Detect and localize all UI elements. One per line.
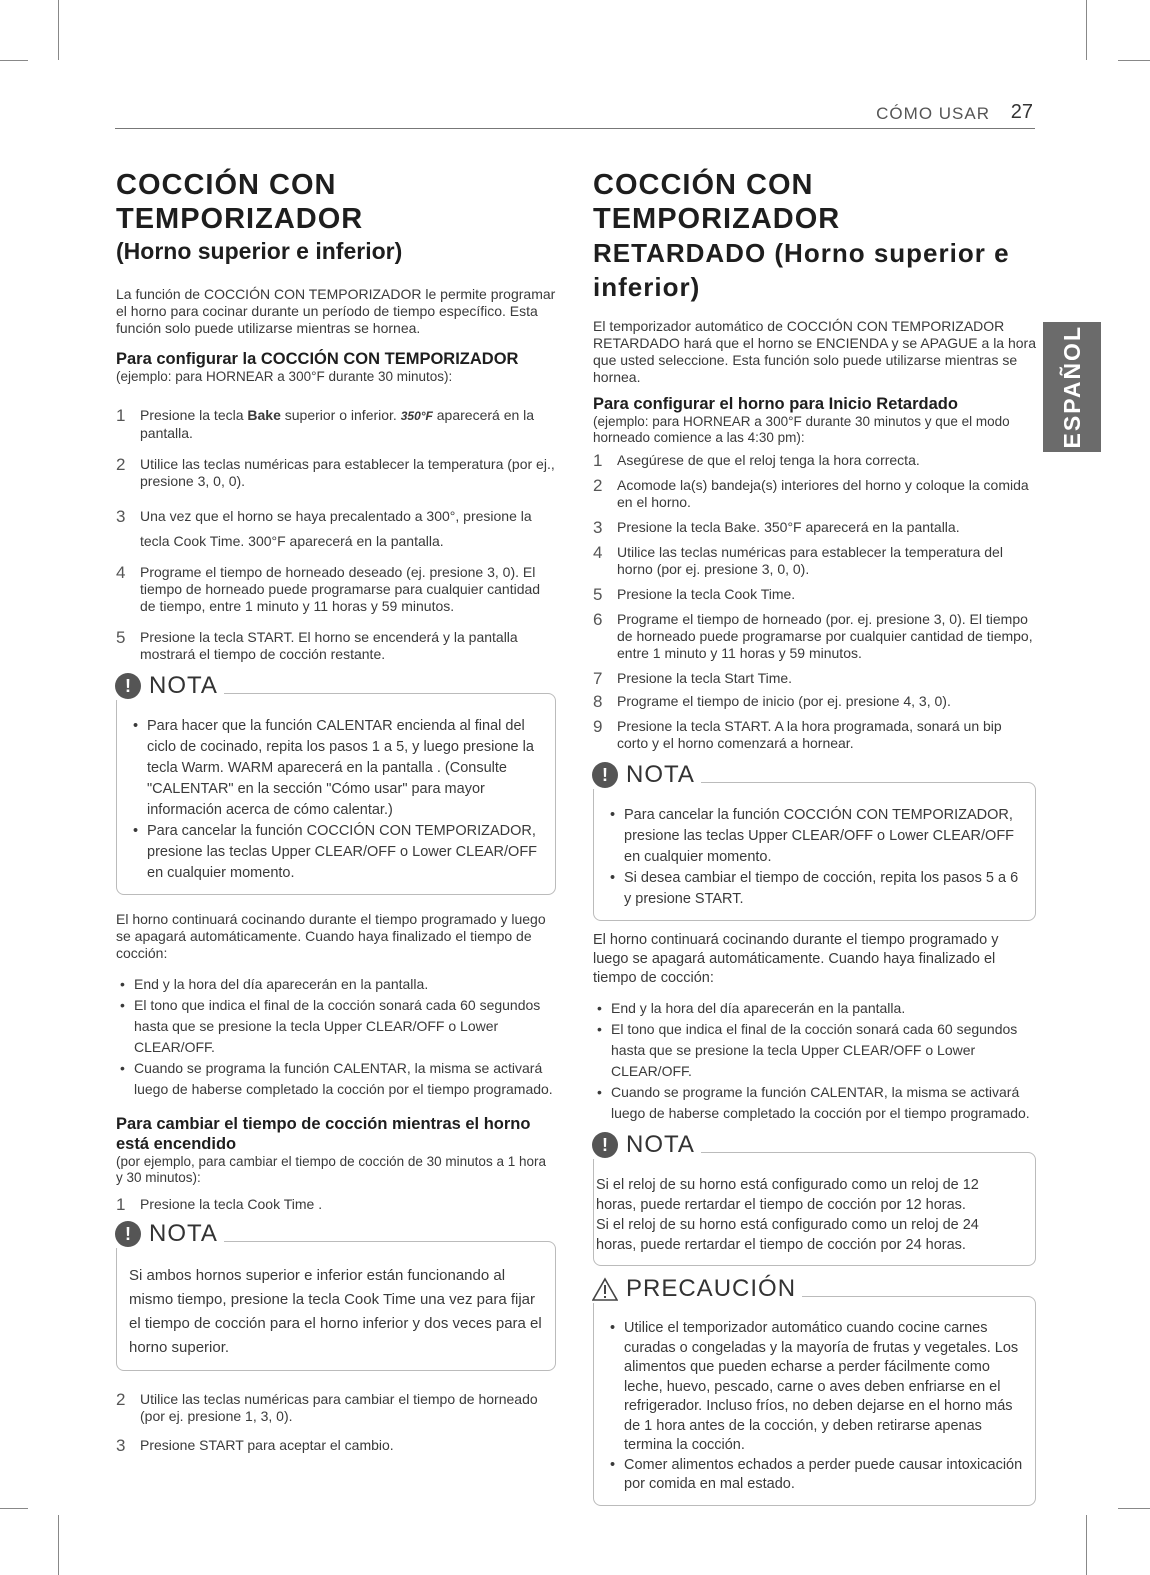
step-number: 3	[116, 507, 126, 526]
step-number: 3	[593, 518, 603, 537]
nota-text: Si el reloj de su horno está configurado como un reloj de 12 horas, puede rertardar el tiempo de cocción por 12 horas.	[596, 1177, 979, 1213]
nota-title: NOTA	[626, 761, 695, 788]
step-number: 1	[593, 451, 603, 470]
right-step	[593, 519, 1036, 536]
right-bullet: • End y la hora del día aparecerán en la pantalla.	[593, 998, 1036, 1019]
left-nota-box-1	[116, 672, 556, 895]
right-step	[593, 611, 1036, 662]
step-number: 6	[593, 610, 603, 629]
nota-title: NOTA	[149, 1220, 218, 1247]
nota-text: Si ambos hornos superior e inferior están funcionando al mismo tiempo, presione la tecla Cook Time una vez para fijar el tiempo de cocción para el horno inferior y dos veces para el horno superior.	[129, 1267, 542, 1356]
step-number: 2	[116, 455, 126, 474]
language-tab-label: ESPAÑOL	[1058, 325, 1085, 449]
precaution-box	[593, 1275, 1036, 1506]
right-title-2: RETARDADO (Horno superior e	[593, 238, 1010, 268]
left-after-text: El horno continuará cocinando durante el tiempo programado y luego se apagará automáticamente. Cuando haya finalizado el tiempo de cocción:	[116, 911, 546, 961]
precaution-item: • Utilice el temporizador automático cuando cocine carnes curadas o congeladas y la mayoría de frutas y vegetales. Los alimentos que pueden echarse a perder fácilmente como leche, huevo, pescado, carne o aves deben enfriarse en el refrigerador. Incluso fríos, no deben dejarse en el horno más de 1 hora antes de la cocción, y deben retirarse apenas termina la cocción.	[606, 1319, 1023, 1456]
step-text: Programe el tiempo de horneado deseado (ej. presione 3, 0). El tiempo de horneado puede programarse para cualquier cantidad de tiempo, entre 1 minuto y 11 horas y 59 minutos.	[140, 564, 541, 614]
warning-icon	[592, 1277, 618, 1301]
nota-item: • Para cancelar la función COCCIÓN CON TEMPORIZADOR, presione las teclas Upper CLEAR/OFF o Lower CLEAR/OFF en cualquier momento.	[606, 805, 1023, 868]
right-nota-box-1	[593, 761, 1036, 921]
step-text: Presione la tecla START. A la hora programada, sonará un bip corto y el horno comenzará a hornear.	[617, 718, 1002, 751]
left-sub2: Para cambiar el tiempo de cocción mientras el horno está encendido	[116, 1115, 531, 1153]
left-nota-box-2	[116, 1220, 556, 1371]
crop-mark	[1118, 60, 1150, 61]
left-change-step-2	[116, 1391, 556, 1425]
nota-text: Si el reloj de su horno está configurado como un reloj de 24 horas, puede rertardar el tiempo de cocción por 24 horas.	[596, 1217, 979, 1253]
left-intro: La función de COCCIÓN CON TEMPORIZADOR le permite programar el horno para cocinar durante un período de tiempo específico. Esta función solo puede utilizarse mientras se hornea.	[116, 286, 556, 336]
right-column	[593, 168, 1036, 1506]
nota-title: NOTA	[626, 1131, 695, 1158]
right-step	[593, 477, 1036, 511]
step-text: Presione la tecla Start Time.	[617, 670, 793, 686]
step-text: Presione START para aceptar el cambio.	[140, 1437, 394, 1453]
step-number: 3	[116, 1436, 126, 1455]
left-column	[116, 168, 556, 1454]
step-text: Utilice las teclas numéricas para cambiar el tiempo de horneado (por ej. presione 1, 3, 0).	[140, 1391, 538, 1424]
left-step-5	[116, 629, 556, 663]
right-step	[593, 544, 1036, 578]
step-text: Presione la tecla Cook Time .	[140, 1196, 323, 1212]
left-step-1	[116, 407, 556, 442]
left-example1: (ejemplo: para HORNEAR a 300°F durante 30 minutos):	[116, 369, 453, 384]
step-text: Una vez que el horno se haya precalentado a 300°, presione la tecla Cook Time. 300°F aparecerá en la pantalla.	[140, 508, 532, 549]
left-bullet: • Cuando se programa la función CALENTAR, la misma se activará luego de haberse completado la cocción por el tiempo programado.	[116, 1058, 556, 1100]
left-step-3	[116, 504, 556, 554]
crop-mark	[0, 1508, 28, 1509]
step-number: 4	[116, 563, 126, 582]
step-text: Acomode la(s) bandeja(s) interiores del horno y coloque la comida en el horno.	[617, 477, 1029, 510]
step-number: 9	[593, 717, 603, 736]
step-text: Utilice las teclas numéricas para establecer la temperatura del horno (por ej. presione 3, 0, 0).	[617, 544, 1003, 577]
right-step	[593, 670, 1036, 687]
right-title: COCCIÓN CON TEMPORIZADOR	[593, 169, 841, 235]
step-text: Presione la tecla START. El horno se encenderá y la pantalla mostrará el tiempo de cocción restante.	[140, 629, 518, 662]
left-example2: (por ejemplo, para cambiar el tiempo de cocción de 30 minutos a 1 hora y 30 minutos):	[116, 1154, 546, 1185]
right-title-3: inferior)	[593, 272, 701, 302]
step-number: 7	[593, 669, 603, 688]
left-bullet: • End y la hora del día aparecerán en la pantalla.	[116, 974, 556, 995]
right-after-text: El horno continuará cocinando durante el tiempo programado y luego se apagará automáticamente. Cuando haya finalizado el tiempo de cocción:	[593, 932, 999, 986]
step-number: 5	[116, 628, 126, 647]
crop-mark	[58, 1515, 59, 1575]
step-number: 4	[593, 543, 603, 562]
right-sub1: Para configurar el horno para Inicio Retardado	[593, 395, 958, 413]
precaution-item: • Comer alimentos echados a perder puede causar intoxicación por comida en mal estado.	[606, 1456, 1023, 1495]
left-subtitle: (Horno superior e inferior)	[116, 238, 403, 264]
bake-key: Bake	[247, 407, 281, 423]
page-number: 27	[1010, 101, 1033, 123]
right-step	[593, 718, 1036, 752]
section-title: CÓMO USAR	[876, 104, 990, 123]
nota-title: NOTA	[149, 672, 218, 699]
step-text: superior o inferior.	[280, 407, 401, 423]
right-bullet: • Cuando se programe la función CALENTAR, la misma se activará luego de haberse completado la cocción por el tiempo programado.	[593, 1082, 1036, 1124]
right-example1: (ejemplo: para HORNEAR a 300°F durante 30 minutos y que el modo horneado comience a las 4:30 pm):	[593, 414, 1010, 445]
nota-item: • Si desea cambiar el tiempo de cocción, repita los pasos 5 a 6 y presione START.	[606, 868, 1023, 910]
crop-mark	[0, 60, 28, 61]
step-text: Presione la tecla Cook Time.	[617, 586, 796, 602]
crop-mark	[1086, 0, 1087, 60]
nota-item: • Para hacer que la función CALENTAR encienda al final del ciclo de cocinado, repita los pasos 1 a 5, y luego presione la tecla Warm. WARM aparecerá en la pantalla . (Consulte "CALENTAR" en la sección "Cómo usar" para mayor información acerca de cómo calentar.)	[129, 716, 543, 821]
display-readout: 350°F	[400, 409, 433, 423]
page-header	[115, 100, 1035, 129]
step-text: Presione la tecla Bake. 350°F aparecerá en la pantalla.	[617, 519, 960, 535]
step-text: Asegúrese de que el reloj tenga la hora correcta.	[617, 452, 920, 468]
crop-mark	[1118, 1508, 1150, 1509]
left-step-2	[116, 456, 556, 490]
crop-mark	[1086, 1515, 1087, 1575]
right-step	[593, 693, 1036, 710]
left-title: COCCIÓN CON TEMPORIZADOR	[116, 169, 364, 235]
step-text: Programe el tiempo de horneado (por. ej. presione 3, 0). El tiempo de horneado puede programarse por cualquier cantidad de tiempo, entre 1 minuto y 11 horas y 59 minutos.	[617, 611, 1033, 661]
left-bullet: • El tono que indica el final de la cocción sonará cada 60 segundos hasta que se presione la tecla Upper CLEAR/OFF o Lower CLEAR/OFF.	[116, 995, 556, 1058]
step-number: 1	[116, 406, 126, 425]
step-number: 2	[116, 1390, 126, 1409]
right-steps	[593, 452, 1036, 752]
precaution-title: PRECAUCIÓN	[626, 1275, 797, 1302]
step-number: 5	[593, 585, 603, 604]
step-number: 2	[593, 476, 603, 495]
left-sub1: Para configurar la COCCIÓN CON TEMPORIZADOR	[116, 350, 519, 368]
step-text: aparecerá en la pantalla.	[140, 407, 535, 441]
left-step-4	[116, 564, 556, 615]
step-text: Programe el tiempo de inicio (por ej. presione 4, 3, 0).	[617, 693, 951, 709]
crop-mark	[58, 0, 59, 60]
right-bullet: • El tono que indica el final de la cocción sonará cada 60 segundos hasta que se presione la tecla Upper CLEAR/OFF o Lower CLEAR/OFF.	[593, 1019, 1036, 1082]
language-tab	[1043, 322, 1101, 452]
right-step	[593, 586, 1036, 603]
left-change-step-3	[116, 1437, 556, 1454]
exclamation-icon: !	[115, 1221, 141, 1247]
left-change-step-1	[116, 1196, 556, 1213]
step-text: Presione la tecla	[140, 407, 248, 423]
step-number: 8	[593, 692, 603, 711]
exclamation-icon: !	[592, 762, 618, 788]
exclamation-icon: !	[115, 673, 141, 699]
right-step	[593, 452, 1036, 469]
right-intro: El temporizador automático de COCCIÓN CON TEMPORIZADOR RETARDADO hará que el horno se ENCIENDA y se APAGUE a la hora que usted seleccione. Esta función solo puede utilizarse mientras se hornea.	[593, 318, 1037, 385]
nota-item: • Para cancelar la función COCCIÓN CON TEMPORIZADOR, presione las teclas Upper CLEAR/OFF o Lower CLEAR/OFF en cualquier momento.	[129, 821, 543, 884]
right-nota-box-2	[593, 1131, 1036, 1266]
exclamation-icon: !	[592, 1132, 618, 1158]
step-number: 1	[116, 1195, 126, 1214]
step-text: Utilice las teclas numéricas para establecer la temperatura (por ej., presione 3, 0, 0).	[140, 456, 555, 489]
